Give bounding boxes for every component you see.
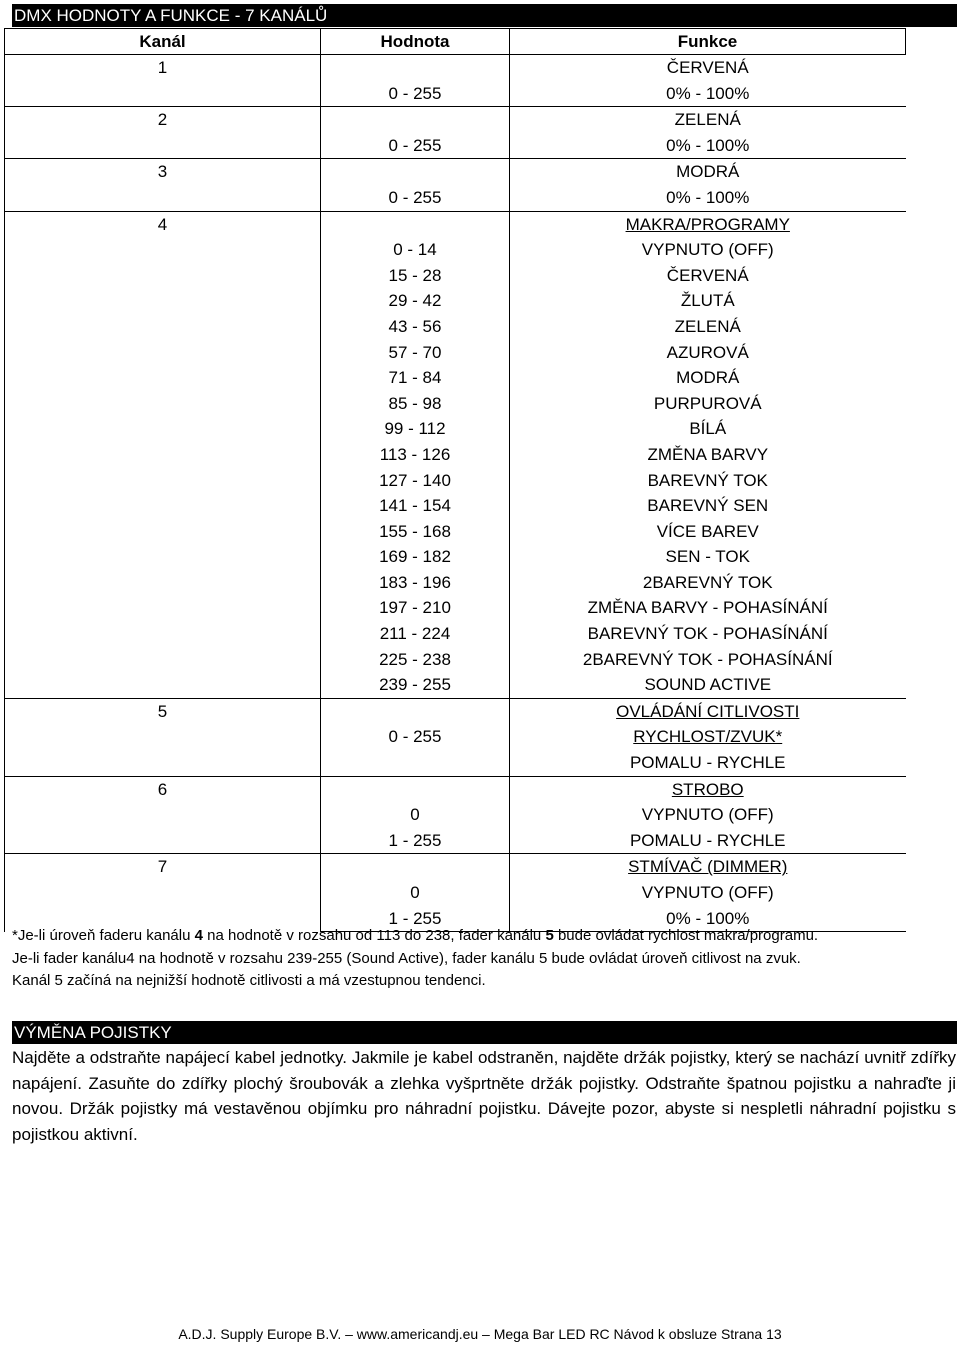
channel-number: 1 <box>5 55 321 107</box>
function-cell: ZMĚNA BARVY - POHASÍNÁNÍ <box>587 598 828 618</box>
value-cell: 183 - 196 <box>321 570 510 596</box>
table-row <box>5 107 906 133</box>
value-cell: 113 - 126 <box>321 442 510 468</box>
function-cell: SEN - TOK <box>665 547 750 567</box>
value-cell: 99 - 112 <box>321 416 510 442</box>
value-cell: 0 - 255 <box>321 698 510 776</box>
function-cell: VYPNUTO (OFF) <box>641 805 774 825</box>
function-cell: 0% - 100% <box>666 135 750 155</box>
function-title: OVLÁDÁNÍ CITLIVOSTI <box>510 698 906 724</box>
section-title-fuse: VÝMĚNA POJISTKY <box>12 1021 957 1044</box>
value-cell: 0 - 255 <box>321 133 510 159</box>
function-title: MAKRA/PROGRAMY <box>510 211 906 237</box>
function-cell: MODRÁ <box>676 368 740 388</box>
value-cell: 211 - 224 <box>321 621 510 647</box>
value-cell: 1 - 255 <box>321 828 510 854</box>
channel-number: 7 <box>5 854 321 932</box>
channel-number: 6 <box>5 776 321 854</box>
value-cell: 0 - 255 <box>321 81 510 107</box>
value-cell: 0 - 14 <box>321 237 510 263</box>
value-cell <box>321 211 510 237</box>
table-row <box>5 854 906 880</box>
function-cell: BAREVNÝ TOK <box>647 470 768 490</box>
table-row <box>5 159 906 185</box>
function-title: STROBO <box>510 776 906 802</box>
function-cell: ČERVENÁ <box>666 265 749 285</box>
function-cell: POMALU - RYCHLE <box>629 830 786 850</box>
function-cell: 2BAREVNÝ TOK <box>642 572 773 592</box>
table-header-row <box>5 29 906 55</box>
value-cell: 239 - 255 <box>321 672 510 698</box>
value-cell: 43 - 56 <box>321 314 510 340</box>
function-title: MODRÁ <box>510 159 906 185</box>
fuse-instructions: Najděte a odstraňte napájecí kabel jednotky. Jakmile je kabel odstraněn, najděte držák pojistky, který se nachází uvnitř zdířky napájení. Zasuňte do zdířky plochý šroubovák a zlehka vyšprtněte držák pojistky. Odstraňte špatnou pojistku a nahraďte ji novou. Držák pojistky má vestavěnou objímku pro náhradní pojistku. Dávejte pozor, abyste si nespletli náhradní pojistku s pojistkou aktivní. <box>12 1048 956 1144</box>
table-row <box>5 55 906 81</box>
value-cell: 85 - 98 <box>321 391 510 417</box>
value-cell: 155 - 168 <box>321 519 510 545</box>
footnote-line: *Je-li úroveň faderu kanálu 4 na hodnotě v rozsahu od 113 do 238, fader kanálu 5 bude ovládat rychlost makra/programu. <box>12 927 819 944</box>
table-row <box>5 776 906 802</box>
function-cell: VYPNUTO (OFF) <box>641 883 774 902</box>
header-value: Hodnota <box>321 29 510 55</box>
dmx-table <box>4 28 906 932</box>
table-row <box>5 211 906 237</box>
value-cell: 0 <box>321 880 510 906</box>
value-cell <box>321 55 510 81</box>
channel-number: 5 <box>5 698 321 776</box>
value-cell: 15 - 28 <box>321 263 510 289</box>
function-title: ČERVENÁ <box>510 55 906 81</box>
function-cell: PURPUROVÁ <box>653 393 762 413</box>
value-cell: 141 - 154 <box>321 493 510 519</box>
function-title: STMÍVAČ (DIMMER) <box>510 854 906 880</box>
function-cell: 0% - 100% <box>510 906 906 932</box>
table-row <box>5 698 906 724</box>
function-cell: ZMĚNA BARVY <box>647 444 769 464</box>
function-subtitle: RYCHLOST/ZVUK* <box>633 727 783 747</box>
function-cell: ŽLUTÁ <box>680 291 735 311</box>
channel-number: 4 <box>5 211 321 698</box>
channel-number: 3 <box>5 159 321 211</box>
function-cell: ZELENÁ <box>674 316 741 336</box>
value-cell <box>321 159 510 185</box>
value-cell: 1 - 255 <box>321 906 510 932</box>
function-cell: BÍLÁ <box>689 419 727 439</box>
value-cell <box>321 107 510 133</box>
value-cell: 225 - 238 <box>321 647 510 673</box>
function-cell: 0% - 100% <box>666 83 750 103</box>
header-channel: Kanál <box>5 29 321 55</box>
footnote-line: Kanál 5 začíná na nejnižší hodnotě citlivosti a má vzestupnou tendenci. <box>12 972 486 989</box>
function-cell: AZUROVÁ <box>666 342 749 362</box>
value-cell: 0 <box>321 802 510 828</box>
channel-number: 2 <box>5 107 321 159</box>
value-cell <box>321 854 510 880</box>
function-cell: BAREVNÝ SEN <box>647 496 769 516</box>
function-cell: SOUND ACTIVE <box>644 675 772 695</box>
header-function: Funkce <box>510 29 906 55</box>
value-cell: 71 - 84 <box>321 365 510 391</box>
function-cell: VÍCE BAREV <box>656 521 759 541</box>
value-cell: 57 - 70 <box>321 340 510 366</box>
section-title-dmx: DMX HODNOTY A FUNKCE - 7 KANÁLŮ <box>12 4 957 27</box>
value-cell: 197 - 210 <box>321 595 510 621</box>
value-cell: 169 - 182 <box>321 544 510 570</box>
function-title: ZELENÁ <box>510 107 906 133</box>
function-cell: BAREVNÝ TOK - POHASÍNÁNÍ <box>587 624 828 644</box>
function-cell: 2BAREVNÝ TOK - POHASÍNÁNÍ <box>582 649 833 669</box>
function-cell: VYPNUTO (OFF) <box>641 240 774 260</box>
footnote <box>12 925 956 993</box>
function-cell: POMALU - RYCHLE <box>629 753 786 773</box>
value-cell: 29 - 42 <box>321 288 510 314</box>
function-cell: 0% - 100% <box>666 187 750 207</box>
value-cell: 127 - 140 <box>321 468 510 494</box>
footnote-line: Je-li fader kanálu4 na hodnotě v rozsahu 239-255 (Sound Active), fader kanálu 5 bude ovládat úroveň citlivost na zvuk. <box>12 949 801 967</box>
value-cell <box>321 776 510 802</box>
page-footer: A.D.J. Supply Europe B.V. – www.americandj.eu – Mega Bar LED RC Návod k obsluze Strana 13 <box>178 1326 782 1342</box>
value-cell: 0 - 255 <box>321 185 510 211</box>
